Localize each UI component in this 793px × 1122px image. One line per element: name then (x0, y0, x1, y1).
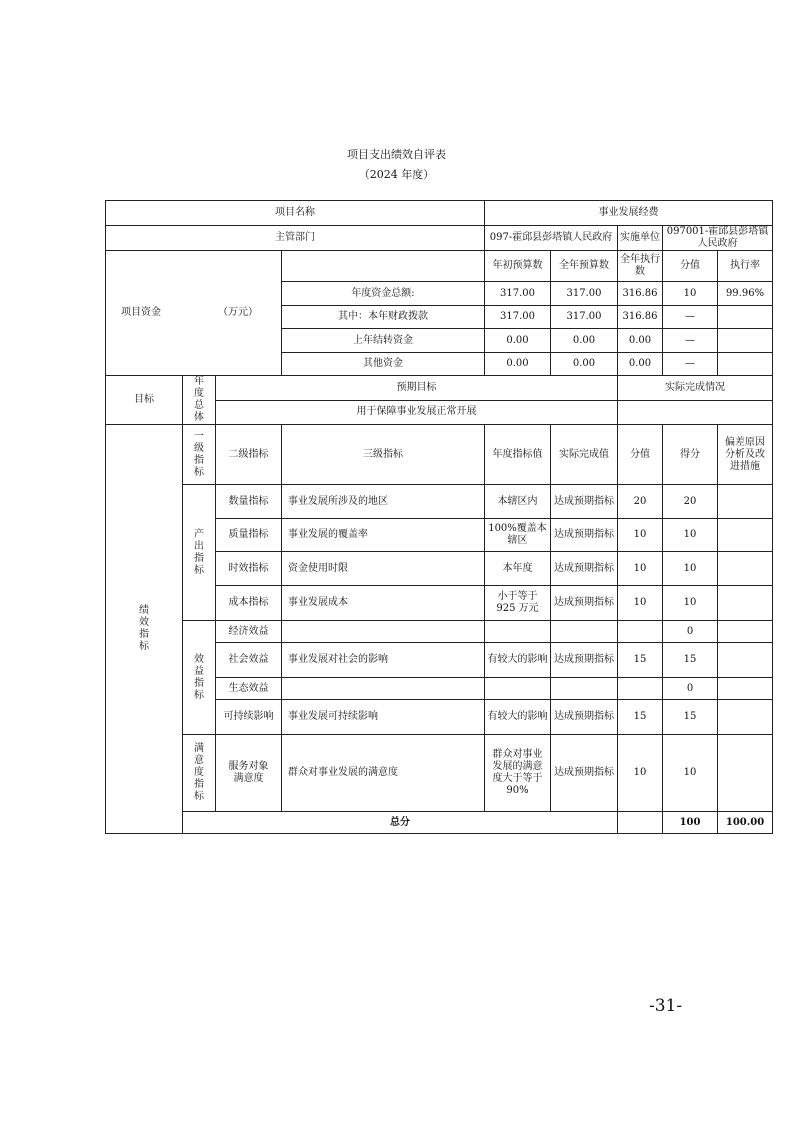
indicator-score-value: 15 (618, 700, 663, 735)
header-score-value: 分值 (618, 425, 663, 485)
indicator-score-value: 10 (618, 586, 663, 621)
indicator-level3 (282, 621, 485, 643)
funds-row-initial: 0.00 (485, 329, 551, 353)
indicator-deviation (718, 643, 773, 678)
indicator-level2: 经济效益 (216, 621, 282, 643)
indicator-level2: 可持续影响 (216, 700, 282, 735)
indicator-level3 (282, 678, 485, 700)
header-level1-cell (183, 425, 216, 485)
funds-header-initial: 年初预算数 (485, 251, 551, 282)
funds-row-rate: 99.96% (718, 282, 773, 306)
document-title: 项目支出绩效自评表 (347, 148, 446, 161)
indicator-actual: 达成预期指标 (551, 735, 618, 812)
indicator-score-value (618, 621, 663, 643)
indicator-level2: 服务对象满意度 (228, 761, 269, 784)
group-satisfaction-cell (183, 735, 216, 812)
funds-row-label: 年度资金总额: (282, 282, 485, 306)
goals-label-a-cell (106, 376, 183, 425)
funds-row-initial: 317.00 (485, 282, 551, 306)
indicator-deviation (718, 621, 773, 643)
indicator-level3: 事业发展的覆盖率 (282, 519, 485, 552)
indicator-deviation (718, 700, 773, 735)
indicator-actual (551, 678, 618, 700)
header-level3: 三级指标 (282, 425, 485, 485)
goals-label-a: 目标 (134, 394, 154, 405)
indicator-score-value: 10 (618, 519, 663, 552)
indicator-level3: 事业发展所涉及的地区 (282, 485, 485, 519)
header-deviation-cell (718, 425, 773, 485)
funds-unit: （万元） (218, 307, 258, 318)
goals-expected-header: 预期目标 (216, 376, 618, 401)
indicator-score-value: 15 (618, 643, 663, 678)
total-blank (618, 812, 663, 834)
group-output-cell (183, 485, 216, 621)
indicator-deviation (718, 586, 773, 621)
funds-row-label: 其中：本年财政拨款 (282, 306, 485, 329)
indicator-level3: 事业发展可持续影响 (282, 700, 485, 735)
indicator-level2: 数量指标 (216, 485, 282, 519)
funds-row-score-value: 10 (663, 282, 718, 306)
goals-label-b-cell (183, 376, 216, 425)
indicator-score-value: 10 (618, 735, 663, 812)
header-deviation: 偏差原因分析及改进措施 (725, 436, 766, 472)
indicator-deviation (718, 552, 773, 586)
funds-row-annual: 317.00 (551, 306, 618, 329)
indicator-target: 100%覆盖本辖区 (485, 519, 551, 552)
indicator-actual: 达成预期指标 (551, 700, 618, 735)
indicator-target: 有较大的影响 (485, 700, 551, 735)
indicator-score: 20 (663, 485, 718, 519)
indicator-target: 有较大的影响 (485, 643, 551, 678)
funds-row-rate (718, 329, 773, 353)
funds-row-annual: 0.00 (551, 329, 618, 353)
indicator-level3: 事业发展成本 (282, 586, 485, 621)
indicator-target-text: 小于等于925 万元 (496, 591, 539, 614)
indicator-level2: 社会效益 (216, 643, 282, 678)
header-level2: 二级指标 (216, 425, 282, 485)
indicator-target (485, 678, 551, 700)
funds-header-rate: 执行率 (718, 251, 773, 282)
funds-label: 项目资金 (121, 307, 161, 318)
indicator-deviation (718, 678, 773, 700)
indicator-score: 10 (663, 735, 718, 812)
indicator-score: 10 (663, 586, 718, 621)
implementing-unit-label: 实施单位 (618, 226, 663, 251)
indicator-row (106, 621, 773, 643)
indicator-score: 0 (663, 621, 718, 643)
funds-row-annual: 0.00 (551, 353, 618, 376)
total-score-value: 100 (663, 812, 718, 834)
indicator-actual (551, 621, 618, 643)
indicator-target (485, 586, 551, 621)
funds-row-score-value: — (663, 306, 718, 329)
indicator-deviation (718, 735, 773, 812)
indicator-deviation (718, 485, 773, 519)
header-level1: 一级指标 (194, 430, 204, 478)
funds-header-annual: 全年预算数 (551, 251, 618, 282)
department-value: 097-霍邱县彭塔镇人民政府 (485, 226, 618, 251)
funds-label-cell (106, 251, 282, 376)
indicator-target (485, 621, 551, 643)
indicator-row (106, 485, 773, 519)
implementing-unit-value: 097001-霍邱县彭塔镇人民政府 (663, 226, 773, 251)
indicator-target: 本辖区内 (485, 485, 551, 519)
project-name-label: 项目名称 (106, 201, 485, 226)
header-score: 得分 (663, 425, 718, 485)
funds-row-label: 上年结转资金 (282, 329, 485, 353)
indicator-level3: 群众对事业发展的满意度 (282, 735, 485, 812)
funds-row-annual: 317.00 (551, 282, 618, 306)
indicator-level2: 生态效益 (216, 678, 282, 700)
indicator-level3: 事业发展对社会的影响 (282, 643, 485, 678)
indicators-label: 绩效指标 (139, 605, 149, 652)
indicator-score: 10 (663, 519, 718, 552)
funds-row-rate (718, 353, 773, 376)
total-label: 总分 (183, 812, 618, 834)
row-department (106, 226, 773, 251)
document-subtitle: （2024 年度） (358, 168, 435, 181)
indicator-actual: 达成预期指标 (551, 552, 618, 586)
indicator-target-text: 群众对事业发展的满意度大于等于90% (492, 749, 543, 796)
row-project-name (106, 201, 773, 226)
funds-row-score-value: — (663, 353, 718, 376)
goals-expected-value: 用于保障事业发展正常开展 (216, 400, 618, 425)
goals-label-b: 年度总体 (194, 376, 204, 423)
header-actual: 实际完成值 (551, 425, 618, 485)
funds-header-executed: 全年执行数 (618, 251, 663, 282)
department-label: 主管部门 (106, 226, 485, 251)
group-benefit-cell (183, 621, 216, 735)
performance-table (105, 200, 773, 834)
indicator-actual: 达成预期指标 (551, 485, 618, 519)
funds-row-initial: 317.00 (485, 306, 551, 329)
group-benefit-label: 效益指标 (194, 653, 204, 701)
indicator-target (485, 735, 551, 812)
funds-row-rate (718, 306, 773, 329)
indicator-score-value: 20 (618, 485, 663, 519)
page-number: -31- (649, 996, 683, 1016)
funds-row-executed: 316.86 (618, 306, 663, 329)
indicator-score: 0 (663, 678, 718, 700)
indicator-score: 15 (663, 700, 718, 735)
indicator-level2: 质量指标 (216, 519, 282, 552)
indicator-score: 10 (663, 552, 718, 586)
funds-header-score-value: 分值 (663, 251, 718, 282)
indicator-level2-cell (216, 735, 282, 812)
funds-row-score-value: — (663, 329, 718, 353)
funds-row-label: 其他资金 (282, 353, 485, 376)
group-satisfaction-label: 满意度指标 (194, 743, 204, 802)
indicator-score-value (618, 678, 663, 700)
project-name-value: 事业发展经费 (485, 201, 773, 226)
row-total (106, 812, 773, 834)
indicator-level2: 时效指标 (216, 552, 282, 586)
funds-row-executed: 0.00 (618, 329, 663, 353)
header-target: 年度指标值 (485, 425, 551, 485)
indicator-row (106, 735, 773, 812)
goals-actual-value (618, 400, 773, 425)
indicator-score-value: 10 (618, 552, 663, 586)
indicator-score: 15 (663, 643, 718, 678)
goals-actual-header: 实际完成情况 (618, 376, 773, 401)
funds-row-initial: 0.00 (485, 353, 551, 376)
indicator-actual: 达成预期指标 (551, 519, 618, 552)
indicator-actual: 达成预期指标 (551, 643, 618, 678)
indicator-actual: 达成预期指标 (551, 586, 618, 621)
row-goals-header (106, 376, 773, 401)
funds-row-executed: 0.00 (618, 353, 663, 376)
indicator-level3: 资金使用时限 (282, 552, 485, 586)
funds-row-executed: 316.86 (618, 282, 663, 306)
funds-header-blank (282, 251, 485, 282)
row-funds-header (106, 251, 773, 282)
indicator-target: 本年度 (485, 552, 551, 586)
indicators-label-cell (106, 425, 183, 834)
indicator-level2: 成本指标 (216, 586, 282, 621)
row-indicator-header (106, 425, 773, 485)
total-score: 100.00 (718, 812, 773, 834)
indicator-deviation (718, 519, 773, 552)
group-output-label: 产出指标 (194, 528, 204, 576)
